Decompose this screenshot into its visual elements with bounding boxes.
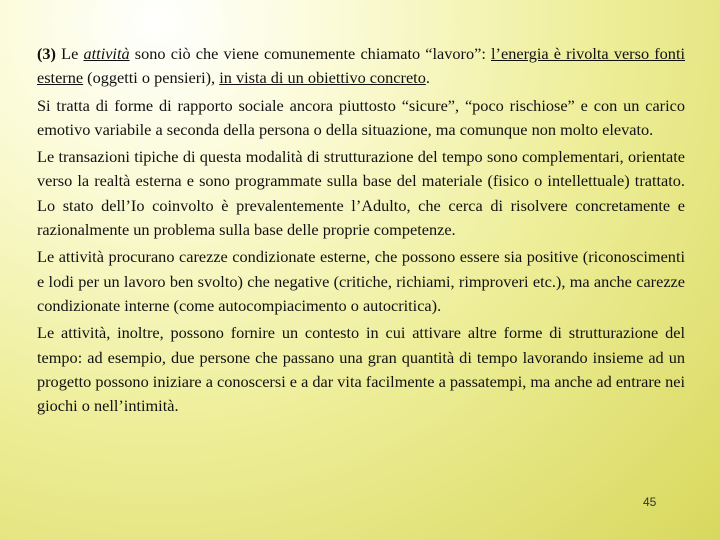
paragraph-strokes: Le attività procurano carezze condizionate esterne, che possono essere sia positive (riconoscimenti e lodi per un lavoro ben svolto) che negative (critiche, richiami, rimproveri etc.), ma anche carezze condizionate interne (come autocompiacimento o autocritica). <box>37 247 685 315</box>
slide-body <box>37 42 685 421</box>
definition-lead: Le <box>55 44 84 63</box>
paragraph-transactions: Le transazioni tipiche di questa modalità di strutturazione del tempo sono complementari, orientate verso la realtà esterna e sono programmate sulla base del materiale (fisico o intellettuale) trattato. Lo stato dell’Io coinvolto è prevalentemente l’Adulto, che cerca di risolvere concretamente e razionalmente un problema sulla base delle proprie competenze. <box>37 147 685 240</box>
definition-text-3: . <box>425 68 430 88</box>
definition-text-1: sono ciò che viene comunemente chiamato “lavoro”: <box>129 44 492 63</box>
term-attivita: attività <box>83 44 130 63</box>
section-number: (3) <box>37 44 56 63</box>
paragraph-social-relation: Si tratta di forme di rapporto sociale ancora piuttosto “sicure”, “poco rischiose” e con un carico emotivo variabile a seconda della persona o della situazione, ma comunque non molto elevato. <box>37 95 685 139</box>
definition-underline-1: l’energia è rivolta verso fonti esterne <box>37 44 685 88</box>
page-number: 45 <box>643 495 657 509</box>
paragraph-context: Le attività, inoltre, possono fornire un contesto in cui attivare altre forme di strutturazione del tempo: ad esempio, due persone che passano una gran quantità di tempo lavorando insieme ad un progetto possono iniziare a conoscersi e a dar vita facilmente a passatempi, ma anche ad entrare nei giochi o nell’intimità. <box>37 323 685 416</box>
paragraph-definition <box>37 42 685 91</box>
definition-text-2: (oggetti o pensieri), <box>83 68 220 88</box>
definition-underline-2: in vista di un obiettivo concreto <box>219 68 426 88</box>
